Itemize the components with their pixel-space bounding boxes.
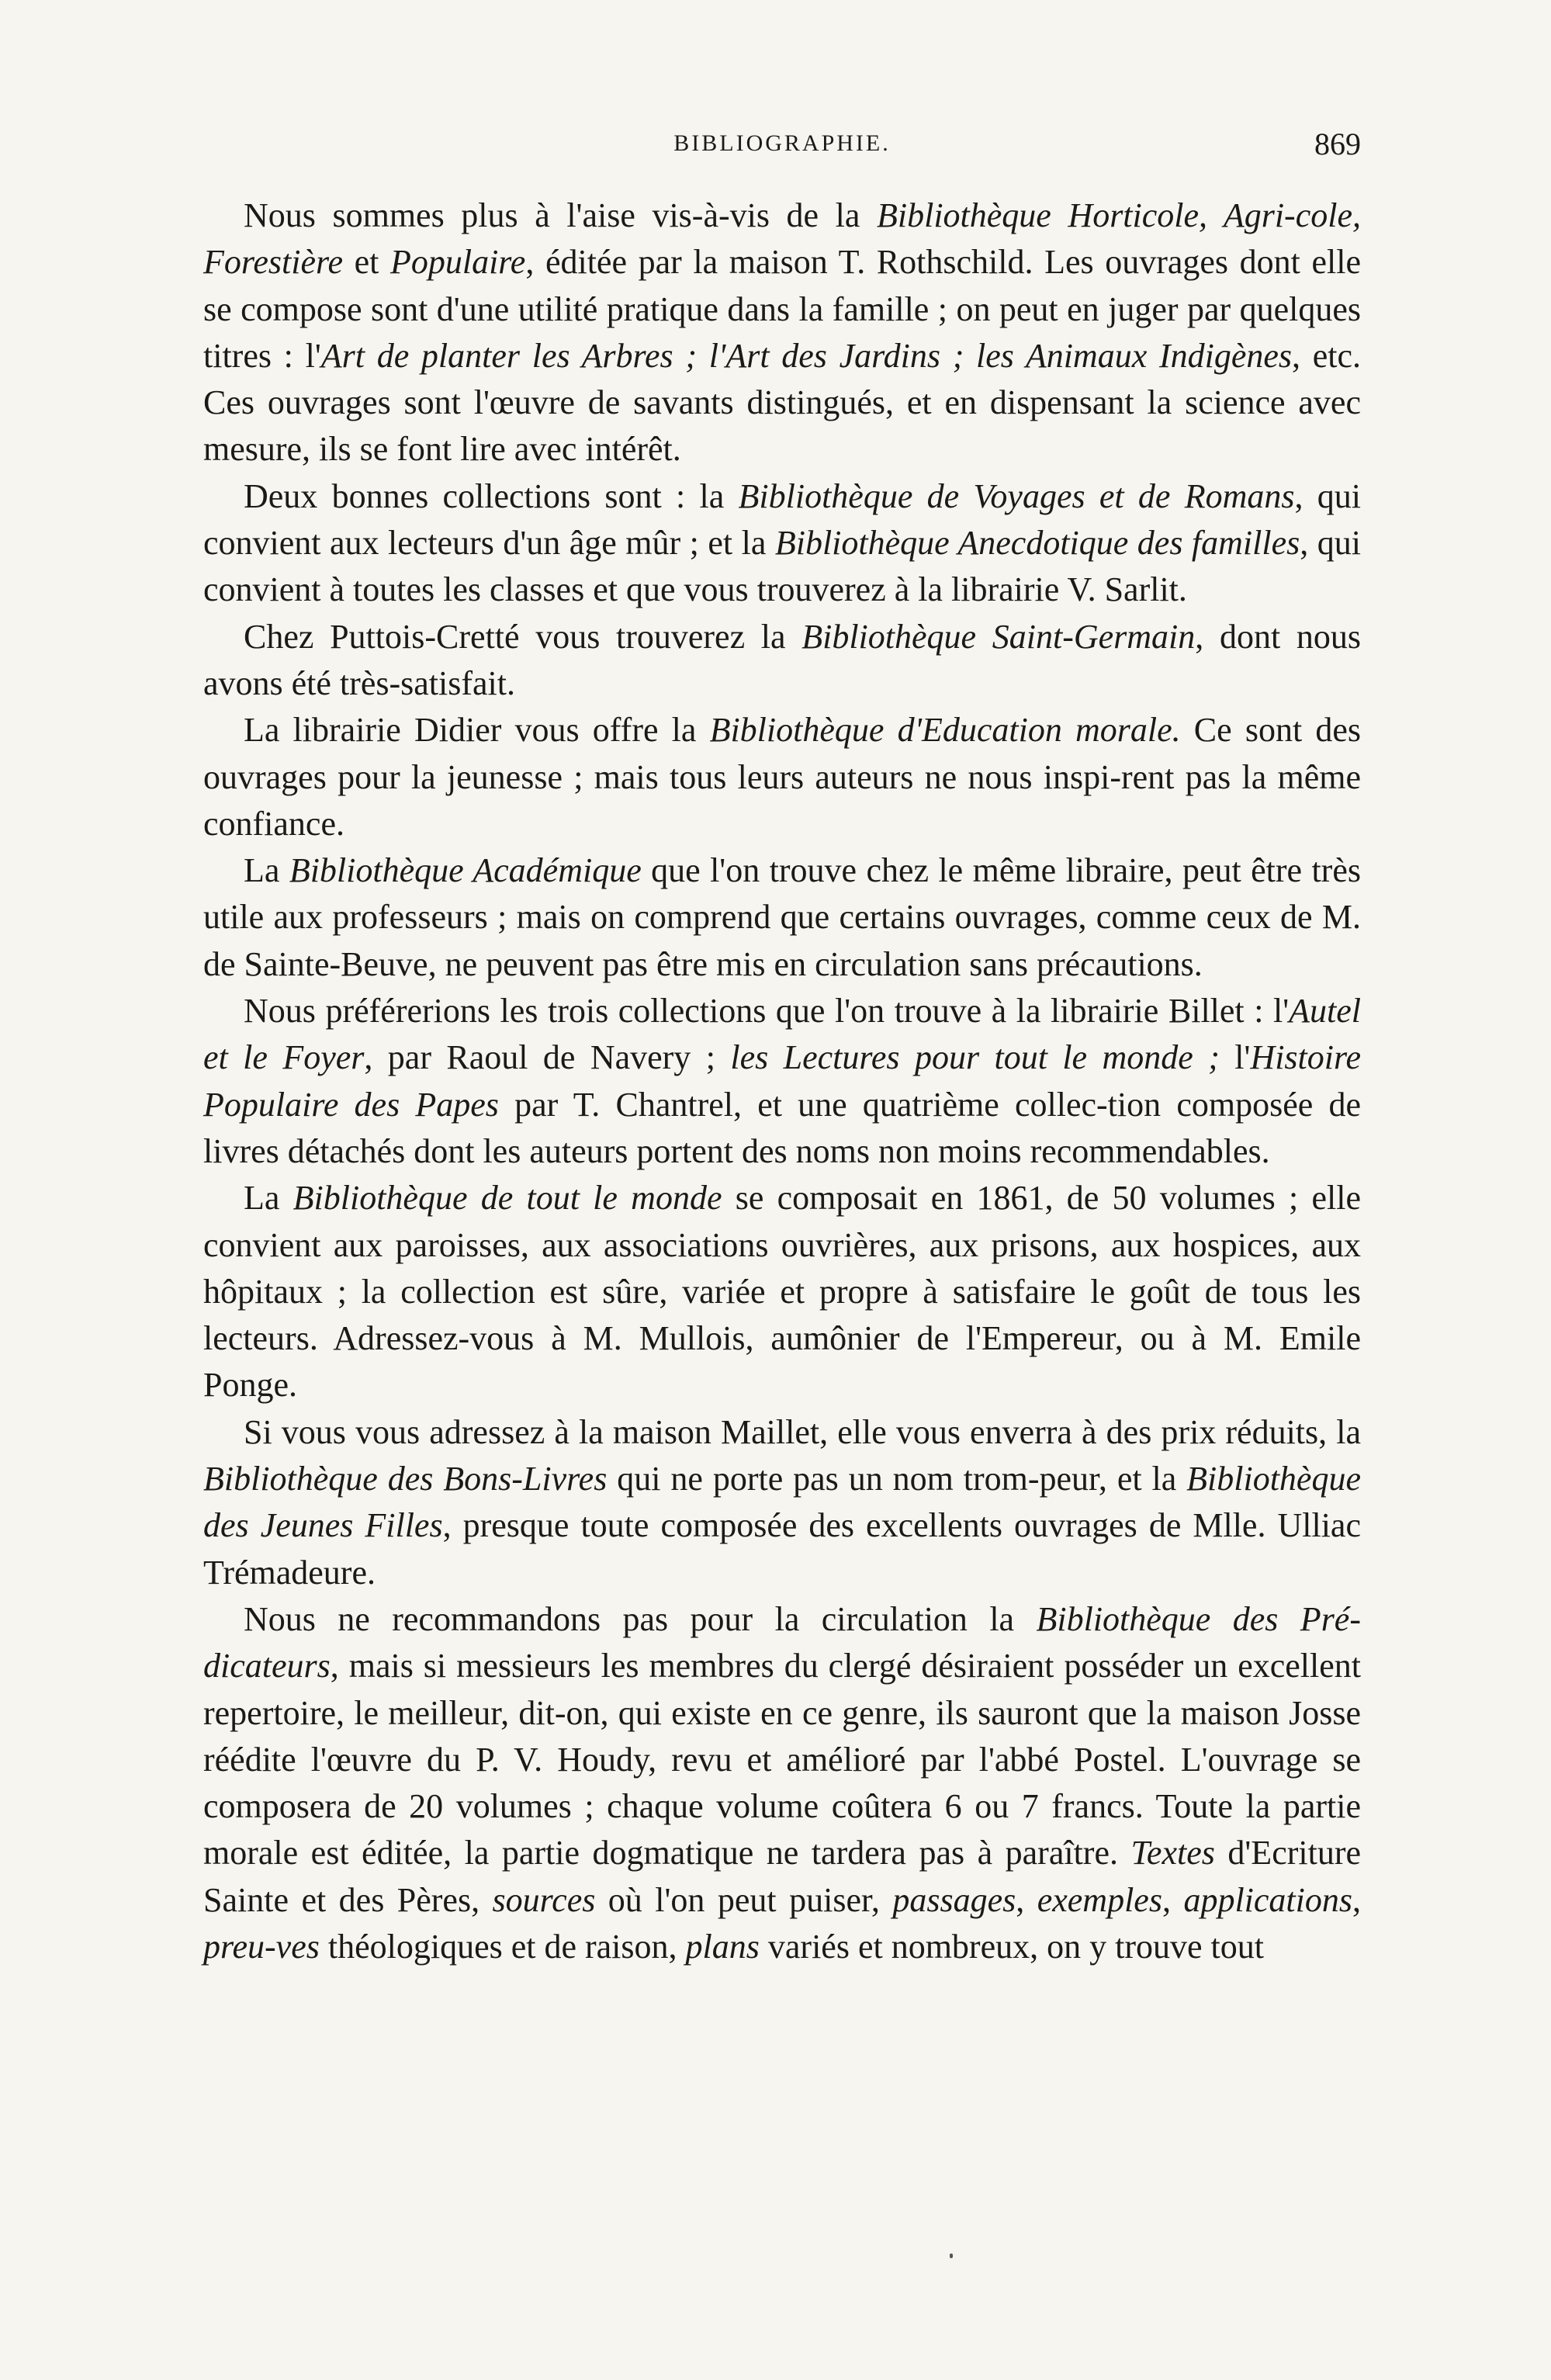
text-run: , <box>1162 1880 1184 1919</box>
italic-title-run: Bibliothèque Académique <box>289 851 642 890</box>
paragraph-billet <box>203 988 1361 1175</box>
paragraph-tout-le-monde <box>203 1175 1361 1408</box>
paragraph-maillet <box>203 1409 1361 1596</box>
italic-title-run: Bibliothèque d'Education morale. <box>709 711 1181 750</box>
ink-speck <box>950 2254 953 2258</box>
paragraph-voyages-horticole <box>203 192 1361 473</box>
italic-title-run: Bibliothèque Saint-Germain <box>801 617 1196 656</box>
text-run: Ce sont des ouvrages pour la jeunesse ; mais tous leurs auteurs ne nous inspi-rent pas la même confiance. <box>203 711 1361 843</box>
text-run: La <box>244 1179 293 1218</box>
running-title: BIBLIOGRAPHIE. <box>673 130 891 156</box>
text-run: se composait en 1861, de 50 volumes ; elle convient aux paroisses, aux associations ouvrières, aux prisons, aux hospices, aux hôpitaux ; la collection est sûre, variée et propre à satisfaire le goût de tous les lecteurs. Adressez-vous à M. Mullois, aumônier de l'Empereur, ou à M. Emile Ponge. <box>203 1179 1362 1405</box>
text-run: qui ne porte pas un nom trom-peur, et la <box>607 1460 1187 1498</box>
italic-title-run: Art de planter les Arbres ; l'Art des Jardins ; les Animaux Indigènes <box>320 336 1293 375</box>
text-run: , par Raoul de Navery ; <box>364 1038 731 1077</box>
italic-title-run: Autel et le Foyer <box>203 992 1361 1077</box>
text-run: l' <box>1219 1038 1251 1077</box>
italic-title-run: exemples <box>1037 1880 1162 1919</box>
italic-title-run: Bibliothèque Anecdotique des familles <box>774 524 1300 563</box>
italic-title-run: Bibliothèque des Pré-dicateurs <box>203 1599 1361 1685</box>
text-run: , etc. Ces ouvrages sont l'œuvre de savants distingués, et en dispensant la science avec mesure, ils se font lire avec intérêt. <box>203 336 1362 469</box>
text-run: Chez Puttois-Cretté vous trouverez la <box>244 617 802 656</box>
italic-title-run: les Lectures pour tout le monde ; <box>730 1038 1220 1077</box>
text-run: , <box>1352 1880 1361 1919</box>
text-run: Nous sommes plus à l'aise vis-à-vis de la <box>244 196 877 234</box>
text-run: , éditée par la maison T. Rothschild. Les ouvrages dont elle se compose sont d'une utilité pratique dans la famille ; on peut en juger par quelques titres : l' <box>203 243 1361 375</box>
paragraph-saint-germain <box>203 614 1361 708</box>
italic-title-run: sources <box>492 1880 596 1919</box>
text-run: , presque toute composée des excellents ouvrages de Mlle. Ulliac Trémadeure. <box>203 1506 1361 1592</box>
text-run: La librairie Didier vous offre la <box>244 711 710 750</box>
running-head <box>203 126 1361 177</box>
text-run: d'Ecriture Sainte et des Pères, <box>203 1834 1362 1919</box>
italic-title-run: Bibliothèque Horticole, Agri-cole, Forestière <box>203 196 1361 282</box>
italic-title-run: Bibliothèque des Jeunes Filles <box>203 1460 1361 1545</box>
italic-title-run: applications <box>1183 1880 1352 1919</box>
italic-title-run: passages <box>892 1880 1016 1919</box>
text-run: , <box>1016 1880 1037 1919</box>
text-run: La <box>244 851 289 890</box>
text-run: variés et nombreux, on y trouve tout <box>759 1927 1264 1966</box>
text-run: , qui convient aux lecteurs d'un âge mûr ; et la <box>203 476 1361 563</box>
paragraph-predicateurs <box>203 1596 1361 1970</box>
text-run: et <box>343 243 390 282</box>
text-run: où l'on peut puiser, <box>595 1880 893 1919</box>
text-run: que l'on trouve chez le même libraire, peut être très utile aux professeurs ; mais on comprend que certains ouvrages, comme ceux de M. de Sainte-Beuve, ne peuvent pas être mis en circulation sans précautions. <box>203 851 1361 983</box>
italic-title-run: preu-ves <box>203 1927 320 1966</box>
paragraph-voyages-romans <box>203 473 1361 614</box>
page-number: 869 <box>1314 126 1361 161</box>
italic-title-run: Textes <box>1130 1834 1215 1872</box>
text-run: Deux bonnes collections sont : la <box>244 476 739 515</box>
italic-title-run: Bibliothèque de Voyages et de Romans <box>738 476 1295 515</box>
text-run: Si vous vous adressez à la maison Maillet, elle vous enverra à des prix réduits, la <box>244 1412 1361 1451</box>
italic-title-run: Populaire <box>389 243 526 282</box>
text-run: , dont nous avons été très-satisfait. <box>203 617 1361 702</box>
body-text <box>203 192 1361 1970</box>
italic-title-run: Bibliothèque des Bons-Livres <box>203 1460 608 1498</box>
text-run: Nous ne recommandons pas pour la circulation la <box>244 1599 1037 1638</box>
paragraph-academique <box>203 847 1361 988</box>
text-run: Nous préférerions les trois collections que l'on trouve à la librairie Billet : l' <box>244 992 1290 1031</box>
paragraph-didier <box>203 707 1361 847</box>
italic-title-run: Bibliothèque de tout le monde <box>293 1179 722 1218</box>
text-run: , mais si messieurs les membres du clergé désiraient posséder un excellent repertoire, le meilleur, dit-on, qui existe en ce genre, ils sauront que la maison Josse réédite l'œuvre du P. V. Houdy, revu et amélioré par l'abbé Postel. L'ouvrage se composera de 20 volumes ; chaque volume coûtera 6 ou 7 francs. Toute la partie morale est éditée, la partie dogmatique ne tardera pas à paraître. <box>203 1647 1361 1872</box>
italic-title-run: plans <box>685 1927 760 1966</box>
italic-title-run: Histoire Populaire des Papes <box>203 1038 1362 1124</box>
text-run: théologiques et de raison, <box>319 1927 686 1966</box>
text-run: , qui convient à toutes les classes et que vous trouverez à la librairie V. Sarlit. <box>203 524 1361 609</box>
text-run: par T. Chantrel, et une quatrième collec-tion composée de livres détachés dont les auteurs portent des noms non moins recommendables. <box>203 1085 1361 1170</box>
